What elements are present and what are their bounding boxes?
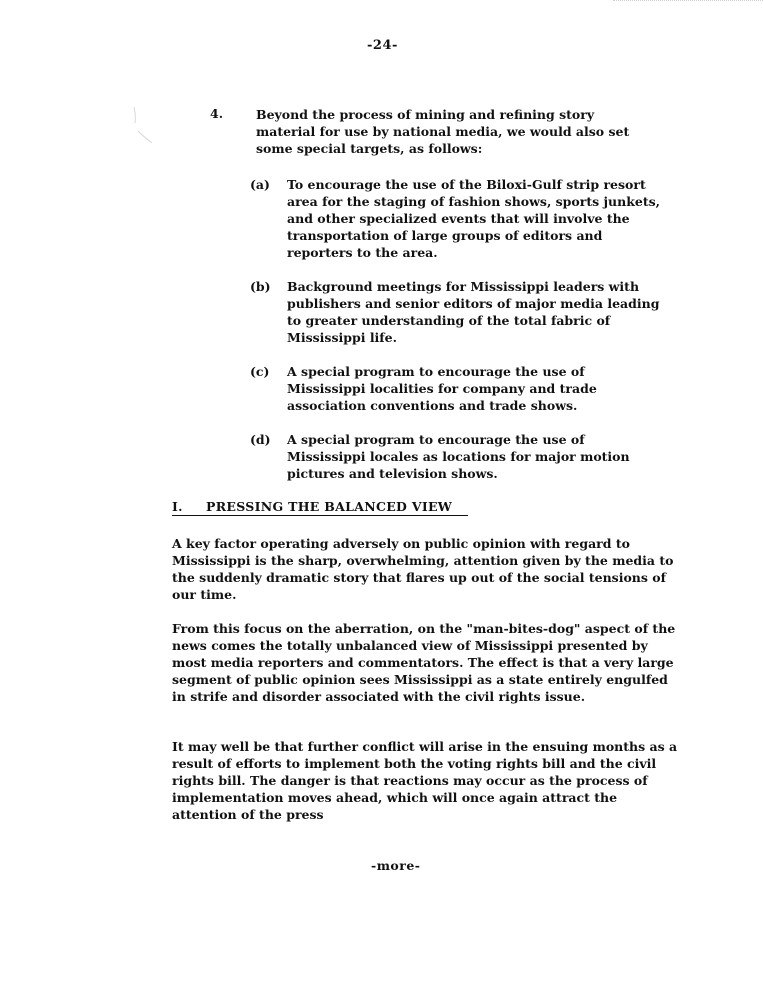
paragraph-1: A key factor operating adversely on public opinion with regard to Mississippi is the sharp, overwhelming, attention given by the media to the suddenly dramatic story that flares up out of the social tensions of our time. bbox=[172, 536, 674, 602]
page-edge-dotted-border bbox=[613, 0, 763, 3]
section-title: PRESSING THE BALANCED VIEW bbox=[206, 499, 453, 514]
sub-item-text: Background meetings for Mississippi leaders with publishers and senior editors of major media leading to greater understanding of the total fabric of Mississippi life. bbox=[287, 279, 660, 345]
margin-smudge-mark bbox=[132, 105, 154, 145]
sub-item-label: (b) bbox=[250, 279, 271, 294]
sub-item-label: (c) bbox=[250, 364, 270, 379]
footer-more: -more- bbox=[371, 858, 421, 873]
paragraph-3: It may well be that further conflict will arise in the ensuing months as a result of efforts to implement both the voting rights bill and the civil rights bill. The danger is that reactions may occur as the process of implementation moves ahead, which will once again attract the attention of the press bbox=[172, 739, 678, 822]
item-number: 4. bbox=[210, 106, 224, 121]
page-number: -24- bbox=[367, 38, 398, 53]
sub-item-text: To encourage the use of the Biloxi-Gulf strip resort area for the staging of fashion shows, sports junkets, and other specialized events that will involve the transportation of large groups of editors and reporters to the area. bbox=[287, 177, 660, 260]
sub-item-label: (d) bbox=[250, 432, 271, 447]
sub-item-text: A special program to encourage the use of Mississippi locales as locations for major motion pictures and television shows. bbox=[287, 432, 630, 481]
section-letter: I. bbox=[172, 499, 183, 514]
item-text: Beyond the process of mining and refining story material for use by national media, we would also set some special targets, as follows: bbox=[256, 107, 630, 156]
sub-item-text: A special program to encourage the use of Mississippi localities for company and trade association conventions and trade shows. bbox=[287, 364, 597, 413]
paragraph-2: From this focus on the aberration, on the "man-bites-dog" aspect of the news comes the totally unbalanced view of Mississippi presented by most media reporters and commentators. The effect is that a very large segment of public opinion sees Mississippi as a state entirely engulfed in strife and disorder associated with the civil rights issue. bbox=[172, 621, 676, 704]
sub-item-label: (a) bbox=[250, 177, 270, 192]
section-heading bbox=[172, 499, 468, 516]
